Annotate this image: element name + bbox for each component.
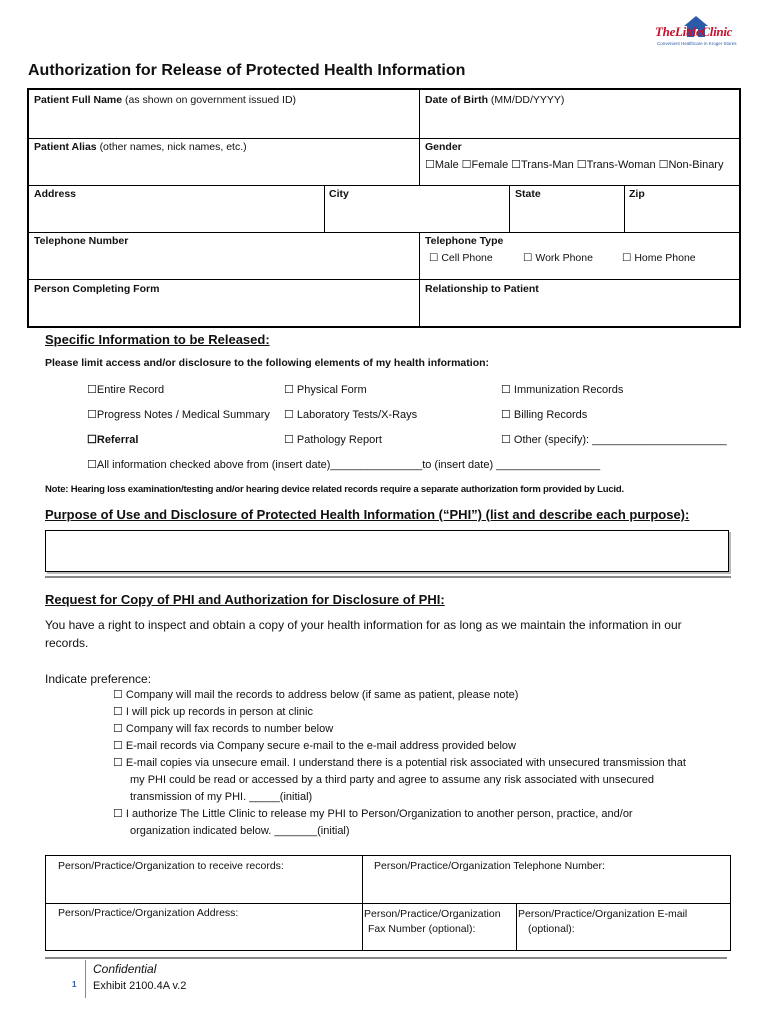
progress-notes-checkbox[interactable]: ☐Progress Notes / Medical Summary xyxy=(87,409,270,421)
gender-transman-checkbox[interactable]: ☐Trans-Man xyxy=(511,159,574,171)
recipient-address-field[interactable]: Person/Practice/Organization Address: xyxy=(58,907,239,919)
pref-fax-checkbox[interactable]: ☐ Company will fax records to number below xyxy=(113,723,334,735)
alias-field[interactable]: Patient Alias (other names, nick names, etc.) xyxy=(34,141,247,153)
recipient-phone-field[interactable]: Person/Practice/Organization Telephone Number: xyxy=(374,860,605,872)
recipient-email-field[interactable]: Person/Practice/Organization E-mail (optional): xyxy=(518,908,688,935)
zip-field[interactable]: Zip xyxy=(629,188,645,200)
work-phone-checkbox[interactable]: ☐ Work Phone xyxy=(523,252,593,264)
billing-records-checkbox[interactable]: ☐ Billing Records xyxy=(501,409,588,421)
full-name-field[interactable]: Patient Full Name (as shown on government issued ID) xyxy=(34,94,297,106)
physical-form-checkbox[interactable]: ☐ Physical Form xyxy=(284,384,367,396)
logo-tagline: Convenient Healthcare in Kroger Stores xyxy=(657,41,737,46)
pref-unsecure-email-cont: my PHI could be read or accessed by a third party and agree to assume any risk associated with unsecured xyxy=(130,774,654,786)
indicate-preference-label: Indicate preference: xyxy=(45,672,152,686)
gender-male-checkbox[interactable]: ☐Male xyxy=(425,159,459,171)
patient-info-table xyxy=(27,88,741,328)
clinic-logo xyxy=(655,14,743,48)
specific-info-heading: Specific Information to be Released: xyxy=(45,332,270,347)
row-divider xyxy=(29,138,739,139)
relationship-field[interactable]: Relationship to Patient xyxy=(425,283,539,295)
col-divider xyxy=(324,185,325,232)
pref-unsecure-email-initial[interactable]: transmission of my PHI. _____(initial) xyxy=(130,791,313,803)
footer-divider xyxy=(85,960,86,998)
lab-tests-checkbox[interactable]: ☐ Laboratory Tests/X-Rays xyxy=(284,409,418,421)
pref-pickup-checkbox[interactable]: ☐ I will pick up records in person at clinic xyxy=(113,706,313,718)
pref-mail-checkbox[interactable]: ☐ Company will mail the records to address below (if same as patient, please note) xyxy=(113,689,519,701)
confidential-label: Confidential xyxy=(93,962,157,976)
page-number: 1 xyxy=(72,980,77,989)
preference-list xyxy=(113,687,733,840)
recipient-name-field[interactable]: Person/Practice/Organization to receive records: xyxy=(58,860,284,872)
col-divider xyxy=(516,903,517,950)
row-divider xyxy=(29,279,739,280)
logo-text: TheLittleClinic xyxy=(655,24,733,39)
recipient-fax-field[interactable]: Person/Practice/Organization Fax Number (optional): xyxy=(364,908,501,935)
cell-phone-checkbox[interactable]: ☐ Cell Phone xyxy=(429,252,493,264)
exhibit-label: Exhibit 2100.4A v.2 xyxy=(93,980,187,992)
purpose-heading: Purpose of Use and Disclosure of Protected Health Information (“PHI”) (list and describe each purpose): xyxy=(45,507,690,522)
col-divider xyxy=(624,185,625,232)
row-divider xyxy=(46,903,730,904)
phone-type-label: Telephone Type xyxy=(425,235,504,247)
page-title: Authorization for Release of Protected Health Information xyxy=(28,62,466,79)
other-specify-checkbox[interactable]: ☐ Other (specify): ______________________ xyxy=(501,434,727,446)
address-field[interactable]: Address xyxy=(34,188,77,200)
pref-unsecure-email-checkbox[interactable]: ☐ E-mail copies via unsecure email. I understand there is a potential risk associated with unsecured transmission that xyxy=(113,757,686,769)
home-phone-checkbox[interactable]: ☐ Home Phone xyxy=(622,252,696,264)
col-divider xyxy=(362,856,363,950)
row-divider xyxy=(29,232,739,233)
pathology-report-checkbox[interactable]: ☐ Pathology Report xyxy=(284,434,382,446)
phone-field[interactable]: Telephone Number xyxy=(34,235,129,247)
dob-field[interactable]: Date of Birth (MM/DD/YYYY) xyxy=(425,94,565,106)
immunization-records-checkbox[interactable]: ☐ Immunization Records xyxy=(501,384,624,396)
pref-authorize-initial[interactable]: organization indicated below. _______(initial) xyxy=(130,825,350,837)
gender-female-checkbox[interactable]: ☐Female xyxy=(461,159,509,171)
section-rule xyxy=(45,576,731,578)
col-divider xyxy=(419,90,420,185)
entire-record-checkbox[interactable]: ☐Entire Record xyxy=(87,384,165,396)
purpose-input[interactable] xyxy=(45,530,729,572)
state-field[interactable]: State xyxy=(515,188,541,200)
row-divider xyxy=(29,185,739,186)
gender-nonbinary-checkbox[interactable]: ☐Non-Binary xyxy=(658,159,724,171)
all-info-checkbox[interactable]: ☐All information checked above from (insert date)_______________to (insert date) _________________ xyxy=(87,459,601,471)
request-heading: Request for Copy of PHI and Authorization for Disclosure of PHI: xyxy=(45,592,445,607)
col-divider xyxy=(509,185,510,232)
recipient-table xyxy=(45,855,731,951)
pref-authorize-checkbox[interactable]: ☐ I authorize The Little Clinic to release my PHI to Person/Organization to another person, practice, and/or xyxy=(113,808,633,820)
gender-label: Gender xyxy=(425,141,462,153)
city-field[interactable]: City xyxy=(329,188,349,200)
person-completing-field[interactable]: Person Completing Form xyxy=(34,283,160,295)
gender-options xyxy=(425,158,723,171)
pref-secure-email-checkbox[interactable]: ☐ E-mail records via Company secure e-mail to the e-mail address provided below xyxy=(113,740,516,752)
referral-checkbox[interactable]: ☐Referral xyxy=(87,434,139,446)
hearing-note: Note: Hearing loss examination/testing and/or hearing device related records require a separate authorization form provided by Lucid. xyxy=(45,484,624,495)
footer-rule xyxy=(45,957,727,959)
right-to-inspect-text: You have a right to inspect and obtain a copy of your health information for as long as we maintain the information in our records. xyxy=(45,618,682,650)
specific-info-instruction: Please limit access and/or disclosure to the following elements of my health information: xyxy=(45,357,490,369)
gender-transwoman-checkbox[interactable]: ☐Trans-Woman xyxy=(576,159,656,171)
col-divider xyxy=(419,232,420,328)
